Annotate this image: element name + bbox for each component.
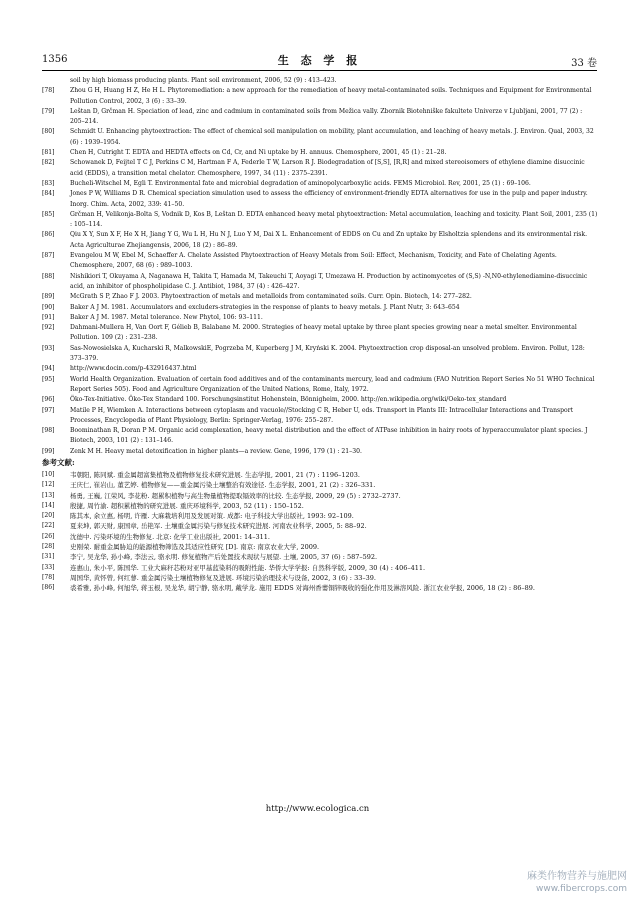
reference-text: Sas-Nowosielska A, Kucharski R, MalkowskiE, Pogrzeba M, Kuperberg J M, Kryński K. 2004. Phytoextraction crop disposal-an unsolved problem. Environ. Pollut, 128: 373–379.	[70, 344, 585, 363]
english-references	[42, 76, 598, 457]
reference-number: [78]	[42, 573, 55, 581]
reference-number: [94]	[42, 365, 55, 373]
reference-text: 裘希雅, 孙小峰, 何旭华, 蒋玉根, 吴龙华, 胡宁静, 骆永明, 戴学龙. 施用 EDDS 对海州香薷铜锌吸收的强化作用及淋溶风险. 浙江农业学报, 2006, 18 (2) : 86–89.	[70, 584, 535, 593]
reference-item	[42, 491, 598, 501]
reference-number: [79]	[42, 107, 55, 115]
reference-number: [13]	[42, 491, 55, 499]
reference-item	[42, 573, 598, 583]
reference-text: 殷捷, 周竹渝. 超积累植物的研究进展. 重庆环境科学, 2003, 52 (11) : 150–152.	[70, 501, 304, 510]
reference-text: 史刚荣. 耐重金属胁迫的能源植物筛选及其适应性研究 [D]. 南京: 南京农业大学, 2009.	[70, 543, 320, 552]
journal-title: 生 态 学 报	[277, 54, 362, 67]
reference-item	[42, 542, 598, 552]
reference-item	[42, 470, 598, 480]
reference-number: [12]	[42, 481, 55, 489]
reference-text: Zenk M H. Heavy metal detoxification in higher plants—a review. Gene, 1996, 179 (1) : 21–30.	[70, 447, 362, 455]
reference-number: [86]	[42, 231, 55, 239]
reference-list	[42, 76, 598, 594]
reference-text: Boominathan R, Doran P M. Organic acid complexation, heavy metal distribution and the effect of ATPase inhibition in hairy roots of hyperaccumulator plant species. J Biotech, 2003, 101 (2) : 131–146.	[70, 427, 588, 445]
reference-text: Zhou G H, Huang H Z, He H L. Phytoremediation: a new approach for the remediation of heavy metal-contaminated soils. Techniques and Equipment for Environmental Pollution Control, 2002, 3 (6) : 33–39.	[70, 87, 592, 105]
chinese-references	[42, 470, 598, 594]
reference-item	[42, 189, 598, 210]
reference-number: [33]	[42, 563, 55, 571]
reference-item	[42, 210, 598, 231]
page-number: 1356	[42, 54, 68, 65]
reference-text: Evangelou M W, Ebel M, Schaeffer A. Chelate Assisted Phytoextraction of Heavy Metals from Soil: Effect, Mechanism, Toxicity, and Fate of Chelating Agents. Chemosphere, 2007, 68 (6) : 989–1003.	[70, 252, 557, 270]
cn-section-label: 参考文献:	[42, 457, 75, 467]
reference-item	[42, 511, 598, 521]
reference-item	[42, 364, 598, 374]
reference-text: Bucheli-Witschel M, Egli T. Environmental fate and microbial degradation of aminopolycarboxylic acids. FEMS Microbiol. Rev, 2001, 25 (1) : 69–106.	[70, 179, 531, 187]
reference-number: [85]	[42, 210, 55, 218]
reference-number: [91]	[42, 313, 55, 321]
reference-item	[42, 158, 598, 179]
volume-label: 33 卷	[571, 58, 597, 69]
reference-number: [89]	[42, 293, 55, 301]
reference-item	[42, 395, 598, 405]
reference-item	[42, 251, 598, 272]
reference-number: [97]	[42, 406, 55, 414]
reference-item	[42, 532, 598, 542]
reference-number: [84]	[42, 190, 55, 198]
reference-number: [28]	[42, 543, 55, 551]
reference-item	[42, 426, 598, 447]
reference-number: [83]	[42, 179, 55, 187]
reference-number: [88]	[42, 272, 55, 280]
reference-item	[42, 76, 598, 86]
reference-item	[42, 501, 598, 511]
reference-item	[42, 563, 598, 573]
reference-text: Schmidt U. Enhancing phytoextraction: The effect of chemical soil manipulation on mobility, plant accumulation, and leaching of heavy metals. J. Environ. Qual, 2003, 32 (6) : 1939–1954.	[70, 128, 594, 146]
watermark-site-url: www.fibercrops.com	[536, 884, 627, 894]
reference-item	[42, 323, 598, 344]
reference-text: 陈其本, 余立惠, 杨明, 许雁. 大麻栽培利用及发展对策. 成都: 电子科技大学出版社, 1993: 92–109.	[70, 512, 354, 521]
reference-text: 沈德中. 污染环境的生物修复. 北京: 化学工业出版社, 2001: 14–311.	[70, 532, 270, 541]
page-header	[42, 52, 597, 70]
reference-item	[42, 148, 598, 158]
reference-number: [95]	[42, 375, 55, 383]
reference-text: 王庆仁, 崔岩山, 董艺婷. 植物修复——重金属污染土壤整治有效途径. 生态学报, 2001, 21 (2) : 326–331.	[70, 481, 376, 490]
reference-text: Chen H, Cutright T. EDTA and HEDTA effects on Cd, Cr, and Ni uptake by H. annuus. Chemosphere, 2001, 45 (1) : 21–28.	[70, 149, 447, 157]
reference-text: World Health Organization. Evaluation of certain food additives and of the contaminants mercury, lead and cadmium (FAO Nutrition Report Series No 51 WHO Technical Report Series 505). Food and Agriculture Organization of the United Nations, Rome, Italy, 1972.	[70, 375, 595, 393]
reference-item	[42, 344, 598, 365]
reference-item	[42, 313, 598, 323]
reference-number: [96]	[42, 396, 55, 404]
reference-text: Dahmani-Mullera H, Van Oort F, Gélieb B, Balabane M. 2000. Strategies of heavy metal uptake by three plant species growing near a metal smelter. Environmental Pollution. 109 (2) : 231–238.	[70, 324, 577, 342]
footer-url[interactable]: http://www.ecologica.cn	[265, 804, 370, 814]
reference-number: [87]	[42, 252, 55, 260]
reference-item	[42, 303, 598, 313]
reference-item	[42, 127, 598, 148]
reference-text: Leštan D, Grčman H. Speciation of lead, zinc and cadmium in contaminated soils from Mežica vally. Zbornik Biotehniške fakultete Univerze v Ljubljani, 2001, 77 (2) : 205–214.	[70, 107, 583, 126]
reference-item	[42, 583, 598, 593]
reference-text: Jones P W, Williams D R. Chemical speciation simulation used to assess the efficiency of environment-friendly EDTA alternatives for use in the pulp and paper industry. Inorg. Chim. Acta, 2002, 339: 41–50.	[70, 190, 588, 208]
reference-item	[42, 375, 598, 396]
header-rule	[42, 70, 597, 71]
reference-text: 夏来坤, 郭天财, 康国章, 岳艳军. 土壤重金属污染与修复技术研究进展. 河南农业科学, 2005, 5: 88–92.	[70, 522, 367, 531]
reference-number: [98]	[42, 427, 55, 435]
reference-text: Baker A J M. 1981. Accumulators and excluders-strategies in the response of plants to heavy metals. J. Plant Nutr, 3: 643–654	[70, 303, 460, 311]
reference-item	[42, 86, 598, 107]
reference-number: [82]	[42, 159, 55, 167]
reference-item	[42, 179, 598, 189]
reference-text: 杨勇, 王巍, 江荣风, 李花粉. 超累积植物与高生物量植物提取镉效率的比较. 生态学报, 2009, 29 (5) : 2732–2737.	[70, 491, 401, 500]
reference-number: [99]	[42, 447, 55, 455]
reference-text: 韦朝阳, 陈同斌. 重金属超富集植物及植物修复技术研究进展. 生态学报, 2001, 21 (7) : 1196–1203.	[70, 470, 360, 479]
reference-text: 连惠山, 朱小平, 陈国华. 工业大麻秆芯粉对亚甲基蓝染料的吸附性能. 华侨大学学报: 自然科学版, 2009, 30 (4) : 406–411.	[70, 563, 426, 572]
reference-text: 李宁, 吴龙华, 孙小峰, 李法云, 骆永明. 修复植物产后处置技术现状与展望. 土壤, 2005, 37 (6) : 587–592.	[70, 553, 378, 562]
reference-number: [26]	[42, 532, 55, 540]
reference-item	[42, 480, 598, 490]
reference-item	[42, 521, 598, 531]
reference-text: Nishikiori T, Okuyama A, Naganawa H, Takita T, Hamada M, Takeuchi T, Aoyagi T, Umezawa H. Production by actinomycetes of (S,S) -N,N0-ethylenediamine-disuccinic acid, an inhibitor of phospholipidase C. J. Antibiot, 1984, 37 (4) : 426–427.	[70, 272, 588, 290]
reference-item	[42, 107, 598, 128]
reference-item	[42, 230, 598, 251]
reference-text: 周国华, 黄怀曾, 何红蓼. 重金属污染土壤植物修复及进展. 环境污染治理技术与设备, 2002, 3 (6) : 33–39.	[70, 573, 376, 582]
reference-text: Grčman H, Velikonja-Bolta S, Vodnik D, Kos B, Leštan D. EDTA enhanced heavy metal phytoextraction: Metal accumulation, leaching and toxicity. Plant Soil, 2001, 235 (1) : 105–114.	[70, 210, 598, 229]
reference-number: [20]	[42, 512, 55, 520]
reference-number: [31]	[42, 553, 55, 561]
reference-text: McGrath S P, Zhao F J. 2003. Phytoextraction of metals and metalloids from contaminated soils. Curr. Opin. Biotech, 14: 277–282.	[70, 293, 472, 301]
reference-number: [93]	[42, 344, 55, 352]
reference-item	[42, 552, 598, 562]
reference-number: [10]	[42, 470, 55, 478]
watermark	[527, 871, 627, 895]
reference-text: Baker A J M. 1987. Metal tolerance. New Phytol, 106: 93–111.	[70, 313, 263, 321]
reference-number: [92]	[42, 324, 55, 332]
reference-text: Schowanek D, Feijtel T C J, Perkins C M, Hartman F A, Federle T W, Larson R J. Biodegradation of [S,S], [R,R] and mixed stereoisomers of ethylene diamine disuccinic acid (EDDS), a transition metal chelator. Chemosphere, 1997, 34 (11) : 2375–2391.	[70, 159, 585, 177]
reference-number: [22]	[42, 522, 55, 530]
reference-text: soil by high biomass producing plants. Plant soil environment, 2006, 52 (9) : 413–423.	[70, 77, 337, 84]
reference-text: Öko-Tex-Initiative. Öko-Tex Standard 100. Forschungsinstitut Hohenstein, Bönnigheim, 2000. http://en.wikipedia.org/wiki/Oeko-tex_standard	[70, 396, 507, 404]
reference-item	[42, 272, 598, 293]
reference-item	[42, 292, 598, 302]
reference-number: [14]	[42, 501, 55, 509]
watermark-site-name: 麻类作物营养与施肥网	[527, 871, 627, 882]
reference-number: [81]	[42, 149, 55, 157]
reference-text: Qiu X Y, Sun X F, He X H, Jiang Y G, Wu L H, Hu N J, Luo Y M, Dai X L. Enhancement of EDDS on Cu and Zn uptake by Elsholtzia splendens and its environmental risk. Acta Agriculturae Zhejiangensis, 2006, 18 (2) : 86–89.	[70, 231, 588, 249]
reference-number: [80]	[42, 128, 55, 136]
reference-number: [90]	[42, 303, 55, 311]
reference-item	[42, 447, 598, 457]
reference-text: http://www.docin.com/p-432916437.html	[70, 365, 197, 373]
reference-item	[42, 406, 598, 427]
reference-number: [78]	[42, 87, 55, 95]
reference-text: Matile P H, Wiemken A. Interactions between cytoplasm and vacuole//Stocking C R, Heber U, eds. Transport in Plants III: Intracellular Interactions and Transport Processes, Encyclopedia of Plant Physiology, Berlin: Springer-Verlag, 1976: 255–287.	[70, 406, 574, 424]
reference-number: [86]	[42, 584, 55, 592]
